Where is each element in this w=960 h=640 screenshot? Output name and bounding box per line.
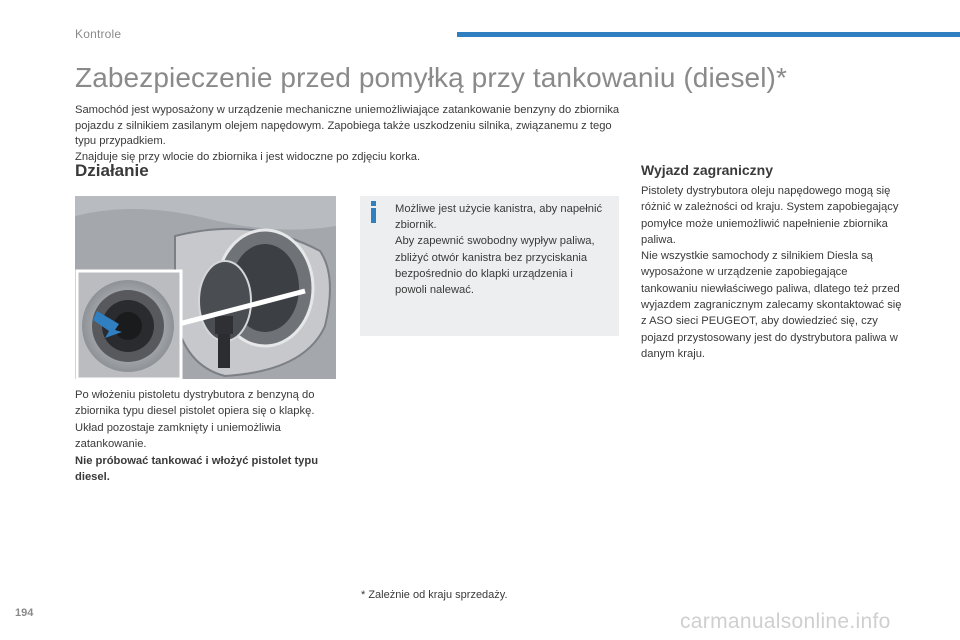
section-heading-wyjazd: Wyjazd zagraniczny	[641, 162, 774, 178]
caption-text: Po włożeniu pistoletu dystrybutora z benzyną do zbiornika typu diesel pistolet opiera się o klapkę. Układ pozostaje zamknięty i uniemożliwia zatankowanie.	[75, 389, 315, 451]
page-number: 194	[15, 607, 34, 619]
info-line: Aby zapewnić swobodny wypływ paliwa, zbliżyć otwór kanistra bez przyciskania bezpośrednio do klapki urządzenia i powoli nalewać.	[395, 235, 595, 297]
warning-text: Nie próbować tankować i włożyć pistolet typu diesel.	[75, 454, 319, 484]
footnote: * Zależnie od kraju sprzedaży.	[361, 589, 508, 601]
intro-paragraph: Samochód jest wyposażony w urządzenie mechaniczne uniemożliwiające zatankowanie benzyny do zbiornika pojazdu z silnikiem zasilanym olejem napędowym. Zapobiega także uszkodzeniu silnika, związanemu z tego typu przypadkiem.	[75, 104, 620, 148]
right-paragraph: Pistolety dystrybutora oleju napędowego mogą się różnić w zależności od kraju. System zapobiegający pomyłce może uniemożliwić napełnienie zbiornika paliwa.	[641, 185, 899, 246]
info-icon	[366, 201, 380, 223]
section-label: Kontrole	[75, 27, 122, 41]
info-text	[395, 201, 605, 298]
fuel-filler-illustration	[75, 196, 336, 379]
fuel-filler-drawing	[75, 196, 336, 379]
page-title: Zabezpieczenie przed pomyłką przy tankowaniu (diesel)*	[75, 62, 787, 93]
watermark: carmanualsonline.info	[680, 610, 891, 633]
section-heading-dzialanie: Działanie	[75, 161, 149, 180]
figure-caption	[75, 387, 340, 485]
right-column-text	[641, 183, 906, 362]
intro-paragraph: Znajduje się przy wlocie do zbiornika i jest widoczne po zdjęciu korka.	[75, 150, 421, 163]
info-line: Możliwe jest użycie kanistra, aby napełnić zbiornik.	[395, 203, 603, 232]
intro-text	[75, 103, 635, 165]
header-rule	[457, 32, 960, 37]
right-paragraph: Nie wszystkie samochody z silnikiem Diesla są wyposażone w urządzenie zapobiegające tankowaniu niewłaściwego paliwa, dlatego też przed wyjazdem zagranicznym zalecamy skontaktować się z ASO sieci PEUGEOT, aby dowiedzieć się, czy pojazd przystosowany jest do dystrybutora paliwa w danym kraju.	[641, 250, 902, 360]
